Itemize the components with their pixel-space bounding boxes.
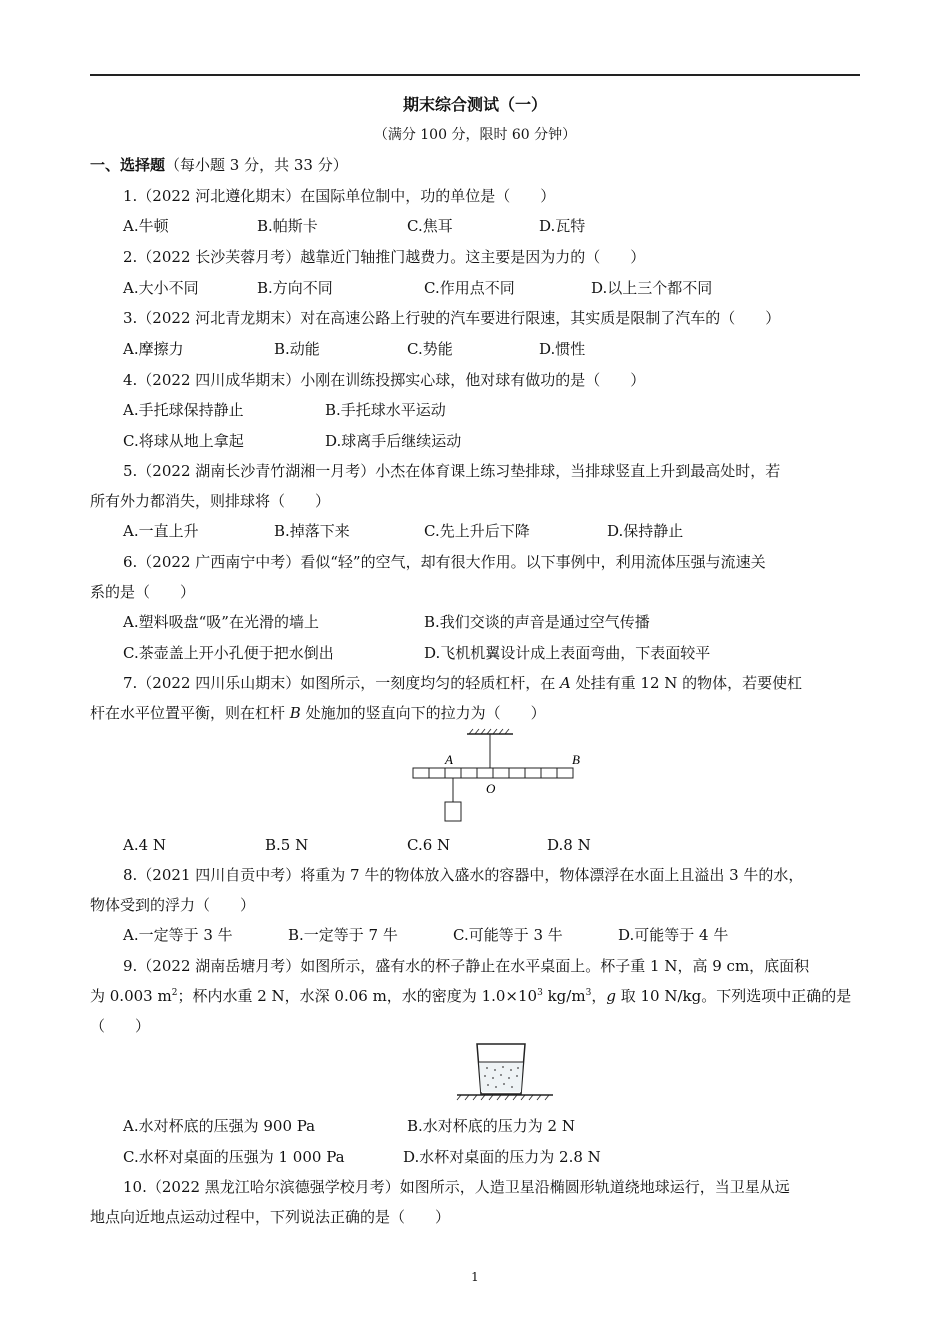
q2-stem: 2.（2022 长沙芙蓉月考）越靠近门轴推门越费力。这主要是因为力的（ ） xyxy=(123,248,646,266)
q7-option-c: C.6 N xyxy=(407,836,451,854)
q2-option-a: A.大小不同 xyxy=(123,279,199,297)
q6-option-b: B.我们交谈的声音是通过空气传播 xyxy=(424,613,650,631)
q8-option-c: C.可能等于 3 牛 xyxy=(453,926,563,944)
q9-unit: kg/m xyxy=(542,987,586,1005)
q9-g-symbol: g xyxy=(606,987,616,1005)
q1-option-d: D.瓦特 xyxy=(539,217,586,235)
q9-comma: ， xyxy=(591,987,607,1005)
q3-stem: 3.（2022 河北青龙期末）对在高速公路上行驶的汽车要进行限速，其实质是限制了汽车的（ ） xyxy=(123,309,781,327)
q5-option-b: B.掉落下来 xyxy=(274,522,350,540)
q9-option-d: D.水杯对桌面的压力为 2.8 N xyxy=(403,1148,601,1166)
q8-option-b: B.一定等于 7 牛 xyxy=(288,926,398,944)
q9-area: 为 0.003 m xyxy=(90,987,172,1005)
q3-option-a: A.摩擦力 xyxy=(123,340,184,358)
q9-option-b: B.水对杯底的压力为 2 N xyxy=(407,1117,575,1135)
q9-option-a: A.水对杯底的压强为 900 Pa xyxy=(123,1117,316,1135)
q4-stem: 4.（2022 四川成华期末）小刚在训练投掷实心球，他对球有做功的是（ ） xyxy=(123,371,646,389)
section-heading xyxy=(90,155,348,175)
q1-option-a: A.牛顿 xyxy=(123,217,169,235)
q8-stem-line1: 8.（2021 四川自贡中考）将重为 7 牛的物体放入盛水的容器中，物体漂浮在水面上且溢出 3 牛的水， xyxy=(123,866,804,884)
label-o: O xyxy=(486,781,496,796)
q7-point-b: B xyxy=(289,704,301,722)
q7-option-d: D.8 N xyxy=(547,836,591,854)
page-subtitle: （满分 100 分，限时 60 分钟） xyxy=(373,127,577,143)
q4-option-a: A.手托球保持静止 xyxy=(123,401,244,419)
header-rule xyxy=(90,74,860,76)
q8-option-d: D.可能等于 4 牛 xyxy=(618,926,729,944)
q9-sup-1: 2 xyxy=(171,988,178,998)
q9-stem-line1: 9.（2022 湖南岳塘月考）如图所示，盛有水的杯子静止在水平桌面上。杯子重 1 N，高 9 cm，底面积 xyxy=(123,957,810,975)
lever-figure xyxy=(405,728,595,828)
q7-option-b: B.5 N xyxy=(265,836,309,854)
page-title: 期末综合测试（一） xyxy=(402,95,547,114)
q10-stem-line1: 10.（2022 黑龙江哈尔滨德强学校月考）如图所示，人造卫星沿椭圆形轨道绕地球运行，当卫星从远 xyxy=(123,1178,790,1196)
q9-sup-3: 3 xyxy=(585,988,592,998)
q9-option-c: C.水杯对桌面的压强为 1 000 Pa xyxy=(123,1148,345,1166)
q7-text-c: 处挂有重 12 N 的物体，若要使杠 xyxy=(570,674,803,692)
q9-sup-2: 3 xyxy=(537,988,543,998)
q5-stem-line2: 所有外力都消失，则排球将（ ） xyxy=(90,492,331,510)
q9-stem-line2 xyxy=(90,986,851,1006)
q8-stem-line2: 物体受到的浮力（ ） xyxy=(90,896,256,914)
q5-stem-line1: 5.（2022 湖南长沙青竹湖湘一月考）小杰在体育课上练习垫排球，当排球竖直上升到最高处时，若 xyxy=(123,462,781,480)
q4-option-c: C.将球从地上拿起 xyxy=(123,432,244,450)
q2-option-d: D.以上三个都不同 xyxy=(591,279,713,297)
q6-option-a: A.塑料吸盘“吸”在光滑的墙上 xyxy=(123,613,319,631)
section-note: （每小题 3 分，共 33 分） xyxy=(165,156,348,174)
q10-stem-line2: 地点向近地点运动过程中，下列说法正确的是（ ） xyxy=(90,1208,451,1226)
page-number: 1 xyxy=(471,1270,479,1284)
q2-option-c: C.作用点不同 xyxy=(424,279,515,297)
q7-text-f: 处施加的竖直向下的拉力为（ ） xyxy=(300,704,546,722)
section-label: 一、选择题 xyxy=(90,156,166,174)
q7-point-a: A xyxy=(560,674,571,692)
q6-option-c: C.茶壶盖上开小孔便于把水倒出 xyxy=(123,644,334,662)
q6-option-d: D.飞机机翼设计成上表面弯曲，下表面较平 xyxy=(424,644,711,662)
q6-stem-line1: 6.（2022 广西南宁中考）看似“轻”的空气，却有很大作用。以下事例中，利用流体压强与流速关 xyxy=(123,553,766,571)
q7-option-a: A.4 N xyxy=(123,836,167,854)
q1-stem: 1.（2022 河北遵化期末）在国际单位制中，功的单位是（ ） xyxy=(123,187,556,205)
q3-option-c: C.势能 xyxy=(407,340,453,358)
q1-option-b: B.帕斯卡 xyxy=(257,217,318,235)
q7-stem-line1 xyxy=(123,673,802,693)
label-a: A xyxy=(445,752,453,767)
q5-option-c: C.先上升后下降 xyxy=(424,522,530,540)
q3-option-d: D.惯性 xyxy=(539,340,586,358)
q4-option-b: B.手托球水平运动 xyxy=(325,401,446,419)
q6-stem-line2: 系的是（ ） xyxy=(90,583,196,601)
q7-stem-line2 xyxy=(90,703,546,723)
label-b: B xyxy=(572,752,580,767)
q5-option-a: A.一直上升 xyxy=(123,522,199,540)
q9-density: ；杯内水重 2 N，水深 0.06 m，水的密度为 1.0×10 xyxy=(177,987,538,1005)
q9-tail: 取 10 N/kg。下列选项中正确的是 xyxy=(615,987,852,1005)
water-cup-figure xyxy=(455,1040,555,1105)
q7-text-d: 杆在水平位置平衡，则在杠杆 xyxy=(90,704,290,722)
q7-text-a: 7.（2022 四川乐山期末）如图所示，一刻度均匀的轻质杠杆，在 xyxy=(123,674,561,692)
hanging-weight xyxy=(445,802,461,821)
q9-stem-line3: （ ） xyxy=(90,1017,151,1035)
q3-option-b: B.动能 xyxy=(274,340,320,358)
q5-option-d: D.保持静止 xyxy=(607,522,684,540)
q2-option-b: B.方向不同 xyxy=(257,279,333,297)
water xyxy=(479,1062,523,1092)
q1-option-c: C.焦耳 xyxy=(407,217,453,235)
q4-option-d: D.球离手后继续运动 xyxy=(325,432,462,450)
q8-option-a: A.一定等于 3 牛 xyxy=(123,926,233,944)
